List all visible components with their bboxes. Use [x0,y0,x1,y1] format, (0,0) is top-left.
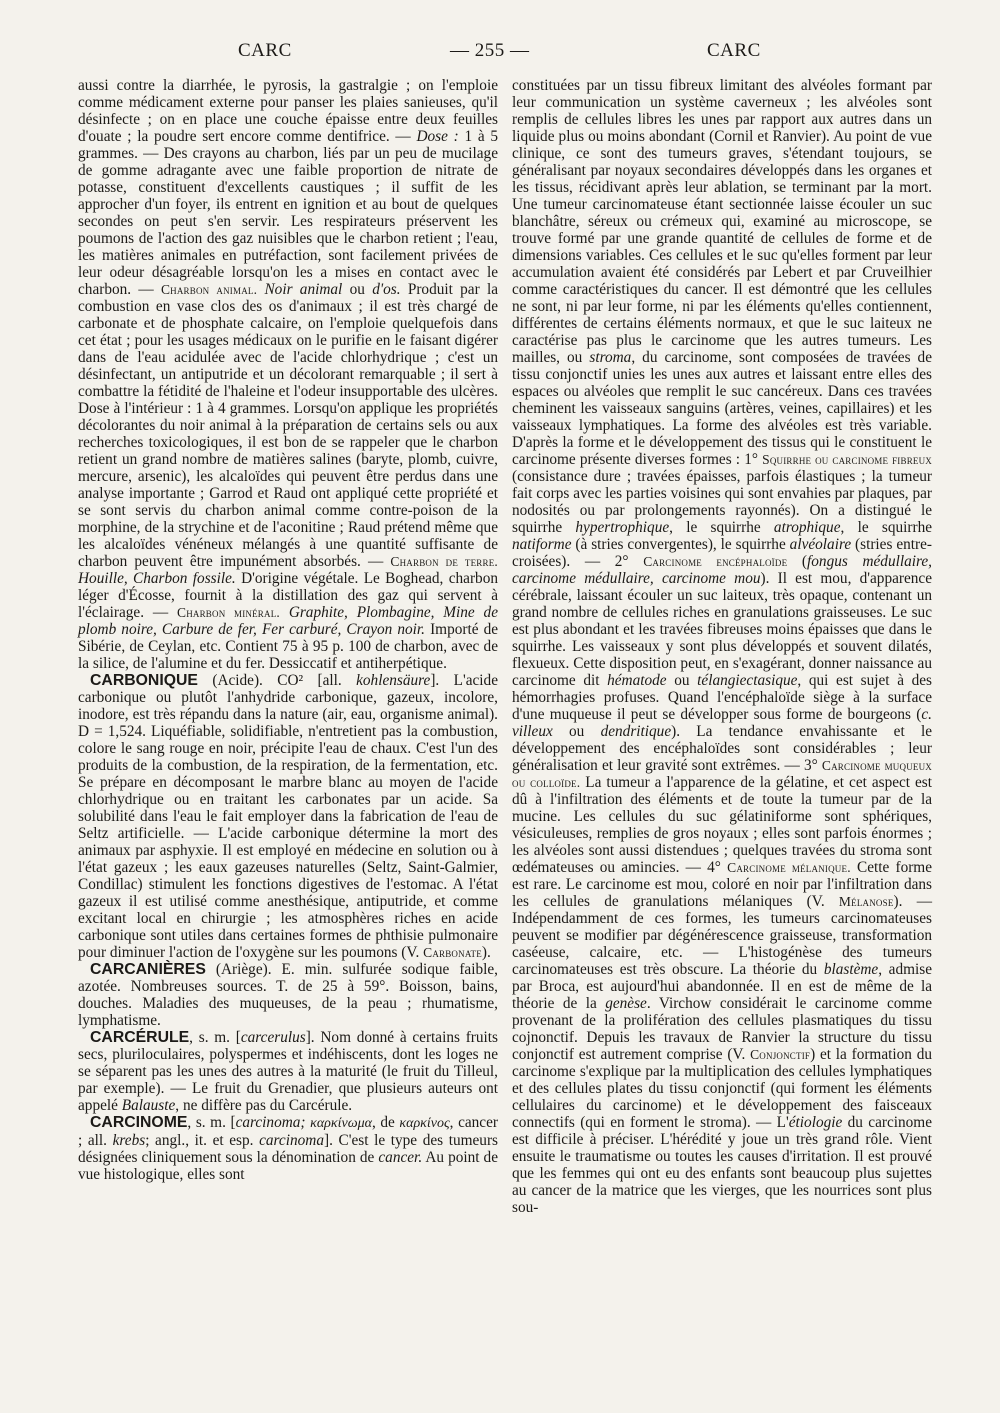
text-run: ). [481,944,491,961]
text-run: ). — Indépendamment de ces formes, les tumeurs carcinomateuses peuvent se modifier par dégénérescence graisseuse, transformation caséeuse, calcaire, etc. — L'histogénèse des tumeurs carcinomateuses est très obscure. La théorie du [512,893,932,978]
text-run: (stries entre-croisées). — 2° [512,536,933,570]
right-column [512,77,932,1216]
text-run: La tumeur a l'apparence de la gélatine, et cet aspect est dû à l'infiltration des éléments et de toute la tumeur par de la mucine. Les cellules du suc gélatiniforme sont sphériques, vésiculeuses, remplies de gros noyaux ; elles sont parfois énormes ; les alvéoles sont aussi distendues ; quelques travées du stroma sont œdémateuses ou amincies. — 4° [512,774,933,876]
running-head-left: CARC [238,40,292,61]
small-caps-reference: Conjonctif [750,1047,811,1062]
italic-text: fongus médullaire, carcinome médullaire, carcinome mou [512,553,933,587]
italic-text: natiforme [512,536,572,553]
entry-carcinome [78,1114,498,1183]
text-run: , s. m. [ [189,1029,241,1046]
text-run: D'origine végétale. Le Boghead, charbon léger d'Écosse, fournit à la distillation des gaz qui servent à l'éclairage. — [78,570,499,621]
entry-carcanieres [78,961,498,1029]
text-run: (Ariège). E. min. sulfurée sodique faible, azotée. Nombreuses sources. T. de 25 à 59°. Boisson, bains, douches. Maladies des muqueuses, de la peau ; rhumatisme, lymphatisme. [78,961,498,1029]
text-run: , admise par Broca, est aujourd'hui abandonnée. Il en est de même de la théorie de la [512,961,932,1012]
italic-text: carcinoma; [235,1114,306,1131]
text-run: Cette forme est rare. Le carcinome est mou, coloré en noir par l'infiltration dans les cellules de granulations mélaniques (V. [512,859,932,910]
text-run: (consistance dure ; travées épaisses, parfois élastiques ; la tumeur fait corps avec les parties voisines qui sont envahies par plaques, par nodosités ou par prolongements rayonnés). On a distingué le squirrhe [512,468,932,536]
italic-text: kohlensäure [356,672,431,689]
text-run [280,604,289,621]
greek-word: καρκίνωμα [310,1116,372,1131]
text-run: ]. L'acide carbonique ou plutôt l'anhydride carbonique, gazeux, incolore, inodore, est très répandu dans la nature (air, eau, organisme animal). D = 1,524. Liquéfiable, solidifiable, n'entretient pas la combustion, colore le sang rouge en noir, précipite l'eau de chaux. C'est l'un des produits de la combustion, de la respiration, de la fermentation, etc. Se prépare en décomposant le marbre blanc au moyen de l'acide chlorhydrique ou en traitant les carbonates par un acide. Sa solubilité dans l'eau le fait employer dans la fabrication de l'eau de Seltz artificielle. — L'acide carbonique détermine la mort des animaux par asphyxie. Il est employé en médecine en solution ou à l'état gazeux ; les eaux gazeuses naturelles (Seltz, Saint-Galmier, Condillac) stimulent les fonctions digestives de l'estomac. A l'état gazeux il est utilisé comme anesthésique, antiputride, et comme excitant local en chirurgie ; les atmosphères riches en acide carbonique sont utiles dans certaines formes de phthisie pulmonaire pour diminuer l'action de l'oxygène sur les poumons (V. [78,672,498,961]
italic-text: télangiectasique [697,672,798,689]
italic-text: d'os. [372,281,401,298]
text-run: ). La tendance envahissante et le développement des encéphaloïdes sont considérables ; leur généralisation et leur gravité sont extrêmes. — 3° [512,723,932,774]
italic-text: blastème [823,961,879,978]
small-caps-reference: Charbon minéral. [177,605,280,620]
text-run: , le squirrhe [669,519,774,536]
text-run: constituées par un tissu fibreux limitant des alvéoles formant par leur communication un système caverneux ; les alvéoles sont remplis de cellules libres les unes par rapport aux autres dans un liquide plus ou moins abondant (Cornil et Ranvier). Au point de vue clinique, ce sont des tumeurs graves, s'étendant toujours, se généralisant par noyaux secondaires développés dans les organes et les tissus, récidivant après leur ablation, se terminant par la mort. Une tumeur carcinomateuse étant sectionnée laisse écouler un suc blanchâtre, séreux ou crémeux qui, examiné au microscope, se trouve formé par une grande quantité de cellules de forme et de dimensions variables. Ces cellules et le suc qu'elles forment par leur accumulation avaient été considérés par Lebert et par Cruveilhier comme caractéristiques du cancer. Il est démontré que les cellules ne sont, ni par leur forme, ni par les éléments qu'elles contiennent, différentes de certains éléments normaux, et que le suc laiteux ne caractérise pas plus le carcinome que les autres tumeurs. Les mailles, ou [512,77,932,366]
text-run: aussi contre la diarrhée, le pyrosis, la gastralgie ; on l'emploie comme médicament externe pour panser les plaies sanieuses, qu'il désinfecte ; on en place une couche épaisse entre deux feuilles d'ouate ; la poudre sert encore comme dentifrice. — [78,77,498,145]
text-run: , cancer ; all. [78,1114,498,1149]
italic-text: stroma [589,349,632,366]
italic-text: hypertrophique [575,519,670,536]
italic-text: cancer. [378,1149,423,1166]
page-number: — 255 — [450,40,530,61]
italic-text: hématode [607,672,667,689]
italic-text: atrophique [773,519,841,536]
italic-text: alvéolaire [789,536,852,553]
entry-headword: CARCÉRULE [90,1029,190,1046]
italic-text: genèse [605,995,647,1012]
running-head-right: CARC [707,40,761,61]
text-run: ( [787,553,808,570]
charbon-continuation-paragraph [78,77,498,672]
small-caps-reference: Mélanose [838,894,894,909]
entry-headword: CARCINOME [90,1114,188,1131]
text-run: ) et la formation du carcinome s'explique par la multiplication des cellules lymphatiques et des cellules plates du tissu conjonctif (qui forment les éléments cellulaires du carcinome) et le développement des faisceaux connectifs (qui en forment le stroma). — L' [512,1046,932,1131]
text-run: . Virchow considérait le carcinome comme provenant de la prolifération des cellules plasmatiques du tissu cojnonctif. Depuis les travaux de Ranvier la structure du tissu conjonctif est autrement comprise (V. [512,995,932,1063]
text-run: ou [666,672,698,689]
text-run: , ne diffère pas du Carcérule. [175,1097,353,1114]
text-run: du carcinome est difficile à préciser. L'hérédité y joue un très grand rôle. Vient ensuite le traumatisme ou toutes les causes d'irritation. Il est prouvé que les femmes qui ont eu des enfants sont beaucoup plus sujettes au cancer de la matrice que les vierges, que les nourrices sont plus sou- [512,1114,932,1216]
text-run: ou [342,281,373,298]
entry-headword: CARCANIÈRES [90,961,206,978]
italic-text: krebs [112,1132,146,1149]
italic-text: Houille, Charbon fossile. [78,570,236,587]
small-caps-reference: Carcinome muqueux ou colloïde. [512,758,932,790]
italic-text: Noir animal [264,281,343,298]
entry-carcerule [78,1029,498,1114]
italic-text: étiologie [788,1114,843,1131]
text-run: ; angl., it. et esp. [145,1132,260,1149]
text-run: ou [552,723,601,740]
entry-headword: CARBONIQUE [90,672,198,689]
small-caps-reference: Carcinome mélanique. [727,860,851,875]
text-run: 1 à 5 grammes. — Des crayons au charbon, liés par un peu de mucilage de gomme adragante avec une faible proportion de nitrate de potasse, constituent d'excellents caustiques ; il suffit de les approcher d'un foyer, ils entrent en ignition et au bout de quelques secondes on peut s'en servir. Les respirateurs préservent les poumons de l'action des gaz nuisibles que le charbon retient ; l'eau, les matières animales en putréfaction, sont facilement privées de leur odeur désagréable lorsqu'on les a mises en contact avec le charbon. — [78,128,499,298]
text-run: Produit par la combustion en vase clos des os d'animaux ; il est très chargé de carbonate et de phosphate calcaire, on l'emploie quelquefois dans cet état ; pour les usages médicaux on le purifie en le faisant digérer dans de l'eau acidulée avec de l'acide chlorhydrique ; c'est un désinfectant, un antiputride et un décolorant remarquable ; il sert à combattre la fétidité de l'haleine et l'odeur insupportable des ulcères. Dose à l'intérieur : 1 à 4 grammes. Lorsqu'on applique les propriétés décolorantes du noir animal à la préparation de certains sels ou aux recherches toxicologiques, il est bon de se rappeler que le charbon retient un grand nombre de matières salines (baryte, plomb, cuivre, mercure, arsenic), les alcaloïdes qui peuvent être perdus dans une analyse importante ; Garrod et Raud ont appliqué cette propriété et se sont servis du charbon animal comme contre-poison de la morphine, de la strychine et de l'aconitine ; Raud prétend même que les alcaloïdes vénéneux mélangés à une quantité suffisante de charbon peuvent être impunément absorbés. — [78,281,499,570]
italic-text: carcinoma [259,1132,324,1149]
small-caps-reference: Squirrhe ou carcinome fibreux [762,452,932,467]
text-run: , s. m. [ [187,1114,236,1131]
small-caps-reference: Charbon de terre. [390,554,498,569]
text-run: , de [371,1114,400,1131]
running-head [0,40,1000,70]
italic-text: carcerulus [240,1029,306,1046]
left-column [78,77,498,1183]
text-run: , le squirrhe [840,519,933,536]
italic-text: Dose : [416,128,459,145]
text-run: Au point de vue histologique, elles sont [78,1149,498,1183]
italic-text: c. villeux [512,706,932,740]
text-run: , qui est sujet à des hémorrhagies profuses. Quand l'encéphaloïde siège à la surface d'une muqueuse il peut se développer sous forme de bourgeons ( [512,672,932,723]
entry-carbonique [78,672,498,961]
text-run: Importé de Sibérie, de Ceylan, etc. Contient 75 à 95 p. 100 de charbon, avec de la silice, de l'alumine et du fer. Dessiccatif et antiherpétique. [78,621,499,672]
italic-text: Graphite, Plombagine, Mine de plomb noire, Carbure de fer, Fer carburé, Crayon noir. [78,604,498,638]
text-run: , du carcinome, sont composées de travées de tissu conjonctif unies les unes aux autres et laissant entre elles des espaces ou alvéoles que remplit le suc cancéreux. Dans ces travées cheminent les vaisseaux sanguins (artères, veines, capillaires) et les vaisseaux lymphatiques. La forme des alvéoles est très variable. D'après la forme et le développement des tissus qui le constituent le carcinome présente diverses formes : 1° [512,349,932,468]
small-caps-reference: Carbonate [423,945,482,960]
text-run: ). Il est mou, d'apparence cérébrale, laissant écouler un suc laiteux, très opaque, contenant un grand nombre de cellules riches en granulations graisseuses. Le suc est plus abondant et les travées fibreuses moins épaisses que dans le squirrhe. Les vaisseaux y sont plus développés et souvent dilatés, flexueux. Cette disposition peut, en s'exagérant, donner naissance au carcinome dit [512,570,932,689]
text-run: (Acide). CO² [all. [197,672,357,689]
carcinome-continuation-paragraph [512,77,932,1216]
text-run: (à stries convergentes), le squirrhe [571,536,790,553]
small-caps-reference: Charbon animal. [160,282,258,297]
italic-text: dendritique [600,723,672,740]
small-caps-reference: Carcinome encéphaloïde [643,554,788,569]
text-run: ]. C'est le type des tumeurs désignées cliniquement sous la dénomination de [78,1132,498,1166]
greek-word: καρκίνος [399,1116,450,1131]
text-run: ]. Nom donné à certains fruits secs, pluriloculaires, polyspermes et indéhiscents, dont les loges ne se séparent pas les unes des autres à la maturité (le fruit du Tilleul, par exemple). — Le fruit du Grenadier, que plusieurs auteurs ont appelé [78,1029,498,1114]
italic-text: Balauste [121,1097,176,1114]
